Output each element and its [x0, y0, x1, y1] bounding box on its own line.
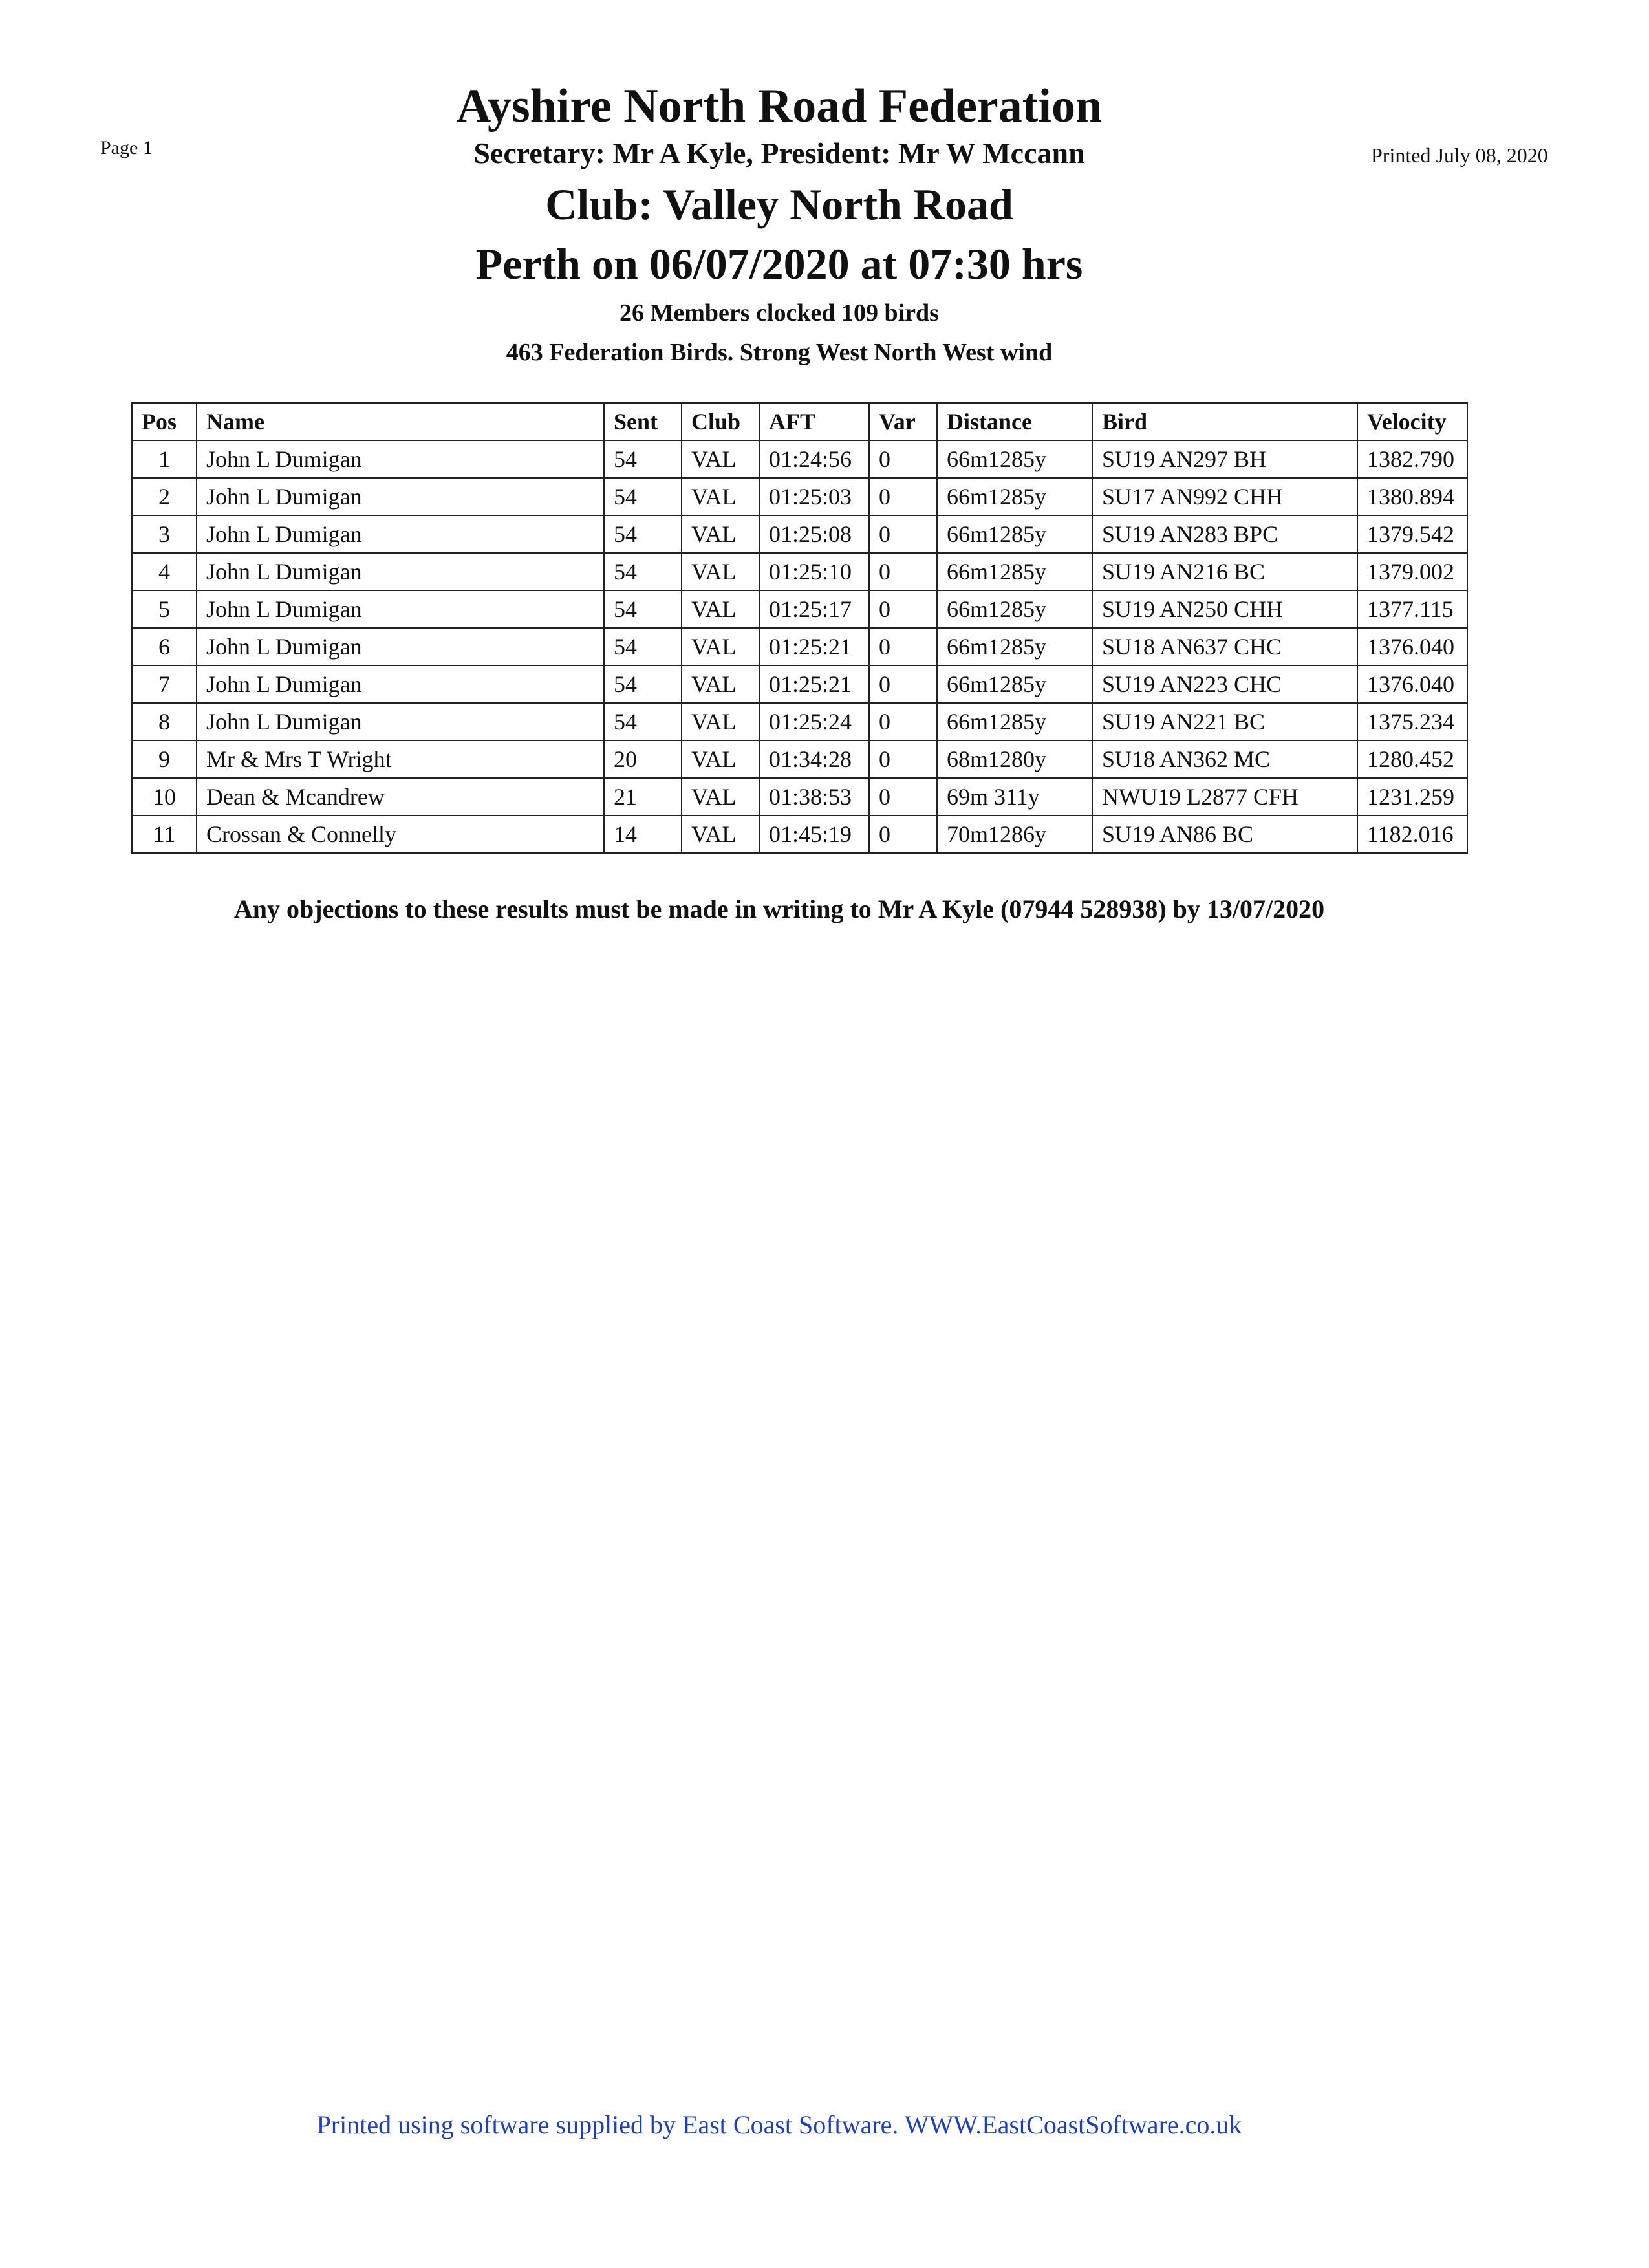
cell-velocity: 1375.234 — [1357, 703, 1467, 740]
cell-sent: 54 — [604, 553, 682, 590]
cell-pos: 1 — [132, 440, 197, 478]
cell-bird: SU19 AN223 CHC — [1092, 665, 1357, 703]
cell-bird: SU19 AN216 BC — [1092, 553, 1357, 590]
cell-club: VAL — [682, 703, 759, 740]
cell-var: 0 — [869, 590, 937, 628]
cell-velocity: 1379.002 — [1357, 553, 1467, 590]
cell-bird: SU19 AN221 BC — [1092, 703, 1357, 740]
cell-club: VAL — [682, 478, 759, 515]
cell-sent: 54 — [604, 440, 682, 478]
cell-bird: SU19 AN86 BC — [1092, 815, 1357, 853]
cell-pos: 11 — [132, 815, 197, 853]
cell-aft: 01:25:17 — [759, 590, 869, 628]
cell-var: 0 — [869, 553, 937, 590]
table-row — [132, 478, 1467, 515]
cell-velocity: 1231.259 — [1357, 778, 1467, 815]
clocked-summary: 26 Members clocked 109 birds — [620, 299, 939, 327]
officers-line: Secretary: Mr A Kyle, President: Mr W Mccann — [473, 136, 1085, 169]
cell-club: VAL — [682, 440, 759, 478]
cell-club: VAL — [682, 590, 759, 628]
cell-aft: 01:25:03 — [759, 478, 869, 515]
cell-distance: 69m 311y — [937, 778, 1092, 815]
cell-sent: 54 — [604, 703, 682, 740]
cell-pos: 2 — [132, 478, 197, 515]
table-header-row — [132, 403, 1467, 440]
cell-var: 0 — [869, 665, 937, 703]
cell-var: 0 — [869, 628, 937, 665]
cell-club: VAL — [682, 515, 759, 553]
results-table — [131, 402, 1468, 854]
cell-club: VAL — [682, 553, 759, 590]
cell-name: John L Dumigan — [197, 515, 604, 553]
cell-pos: 10 — [132, 778, 197, 815]
table-row — [132, 665, 1467, 703]
cell-club: VAL — [682, 740, 759, 778]
cell-bird: SU18 AN362 MC — [1092, 740, 1357, 778]
page-number: Page 1 — [100, 137, 153, 158]
table-row — [132, 440, 1467, 478]
cell-sent: 54 — [604, 665, 682, 703]
cell-aft: 01:25:10 — [759, 553, 869, 590]
cell-club: VAL — [682, 778, 759, 815]
cell-name: Dean & Mcandrew — [197, 778, 604, 815]
cell-club: VAL — [682, 628, 759, 665]
column-header-pos: Pos — [132, 403, 197, 440]
cell-var: 0 — [869, 703, 937, 740]
column-header-club: Club — [682, 403, 759, 440]
cell-velocity: 1379.542 — [1357, 515, 1467, 553]
cell-var: 0 — [869, 778, 937, 815]
federation-title: Ayshire North Road Federation — [456, 80, 1103, 133]
cell-aft: 01:24:56 — [759, 440, 869, 478]
cell-pos: 8 — [132, 703, 197, 740]
column-header-var: Var — [869, 403, 937, 440]
printed-date: Printed July 08, 2020 — [1371, 144, 1548, 167]
cell-var: 0 — [869, 815, 937, 853]
cell-bird: SU18 AN637 CHC — [1092, 628, 1357, 665]
cell-name: John L Dumigan — [197, 665, 604, 703]
table-row — [132, 740, 1467, 778]
cell-aft: 01:25:21 — [759, 628, 869, 665]
cell-distance: 66m1285y — [937, 440, 1092, 478]
club-title: Club: Valley North Road — [545, 180, 1013, 229]
cell-distance: 68m1280y — [937, 740, 1092, 778]
cell-bird: SU19 AN283 BPC — [1092, 515, 1357, 553]
cell-distance: 66m1285y — [937, 703, 1092, 740]
cell-distance: 66m1285y — [937, 590, 1092, 628]
cell-var: 0 — [869, 515, 937, 553]
cell-bird: SU19 AN297 BH — [1092, 440, 1357, 478]
cell-name: John L Dumigan — [197, 478, 604, 515]
cell-aft: 01:25:21 — [759, 665, 869, 703]
table-row — [132, 515, 1467, 553]
race-title: Perth on 06/07/2020 at 07:30 hrs — [475, 239, 1083, 288]
column-header-bird: Bird — [1092, 403, 1357, 440]
cell-sent: 14 — [604, 815, 682, 853]
cell-distance: 66m1285y — [937, 515, 1092, 553]
cell-aft: 01:38:53 — [759, 778, 869, 815]
cell-distance: 70m1286y — [937, 815, 1092, 853]
cell-distance: 66m1285y — [937, 478, 1092, 515]
cell-pos: 7 — [132, 665, 197, 703]
table-row — [132, 815, 1467, 853]
cell-name: John L Dumigan — [197, 628, 604, 665]
cell-name: Crossan & Connelly — [197, 815, 604, 853]
cell-distance: 66m1285y — [937, 628, 1092, 665]
cell-velocity: 1382.790 — [1357, 440, 1467, 478]
cell-sent: 20 — [604, 740, 682, 778]
column-header-distance: Distance — [937, 403, 1092, 440]
column-header-aft: AFT — [759, 403, 869, 440]
cell-aft: 01:34:28 — [759, 740, 869, 778]
cell-velocity: 1182.016 — [1357, 815, 1467, 853]
cell-velocity: 1376.040 — [1357, 628, 1467, 665]
cell-velocity: 1377.115 — [1357, 590, 1467, 628]
cell-sent: 54 — [604, 478, 682, 515]
cell-name: John L Dumigan — [197, 440, 604, 478]
cell-pos: 5 — [132, 590, 197, 628]
cell-sent: 54 — [604, 628, 682, 665]
cell-club: VAL — [682, 665, 759, 703]
software-footer: Printed using software supplied by East Coast Software. WWW.EastCoastSoftware.co.uk — [316, 2110, 1242, 2139]
table-row — [132, 778, 1467, 815]
cell-pos: 4 — [132, 553, 197, 590]
cell-distance: 66m1285y — [937, 553, 1092, 590]
table-row — [132, 628, 1467, 665]
cell-velocity: 1380.894 — [1357, 478, 1467, 515]
table-row — [132, 590, 1467, 628]
table-row — [132, 553, 1467, 590]
objections-notice: Any objections to these results must be made in writing to Mr A Kyle (07944 528938) by 13/07/2020 — [233, 894, 1325, 923]
cell-name: John L Dumigan — [197, 703, 604, 740]
report-header — [0, 76, 1558, 373]
cell-name: Mr & Mrs T Wright — [197, 740, 604, 778]
cell-sent: 54 — [604, 590, 682, 628]
cell-var: 0 — [869, 440, 937, 478]
cell-distance: 66m1285y — [937, 665, 1092, 703]
cell-sent: 54 — [604, 515, 682, 553]
cell-name: John L Dumigan — [197, 553, 604, 590]
cell-aft: 01:25:08 — [759, 515, 869, 553]
cell-bird: SU17 AN992 CHH — [1092, 478, 1357, 515]
cell-name: John L Dumigan — [197, 590, 604, 628]
column-header-sent: Sent — [604, 403, 682, 440]
federation-birds-summary: 463 Federation Birds. Strong West North West wind — [506, 339, 1053, 366]
cell-aft: 01:45:19 — [759, 815, 869, 853]
cell-aft: 01:25:24 — [759, 703, 869, 740]
cell-var: 0 — [869, 478, 937, 515]
cell-velocity: 1376.040 — [1357, 665, 1467, 703]
cell-pos: 3 — [132, 515, 197, 553]
cell-velocity: 1280.452 — [1357, 740, 1467, 778]
table-row — [132, 703, 1467, 740]
cell-pos: 9 — [132, 740, 197, 778]
column-header-velocity: Velocity — [1357, 403, 1467, 440]
cell-var: 0 — [869, 740, 937, 778]
cell-pos: 6 — [132, 628, 197, 665]
cell-bird: NWU19 L2877 CFH — [1092, 778, 1357, 815]
cell-club: VAL — [682, 815, 759, 853]
column-header-name: Name — [197, 403, 604, 440]
cell-sent: 21 — [604, 778, 682, 815]
cell-bird: SU19 AN250 CHH — [1092, 590, 1357, 628]
